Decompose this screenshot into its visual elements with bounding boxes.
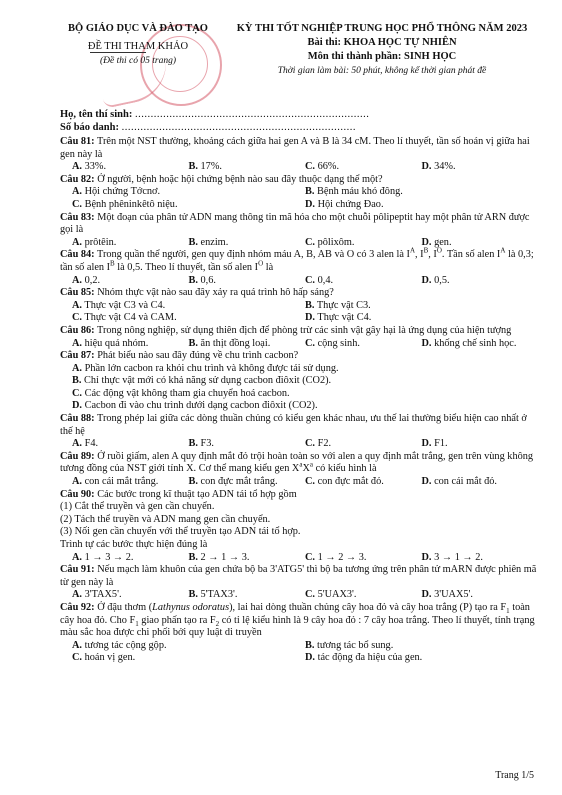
question-89: Câu 89: Ở ruồi giấm, alen A quy định mắt đỏ trội hoàn toàn so với alen a quy định mắt trắng, gen trên vùng không tương đồng của NST giới tính X. Cơ thể mang kiểu gen $X^aX^a$ có kiểu hình là (60, 450, 534, 475)
option-d[interactable]: D. tác động đa hiệu của gen. (305, 652, 423, 664)
option-a[interactable]: A. 0,2. (72, 274, 101, 286)
question-82: Câu 82: Ở người, bệnh hoặc hội chứng bệnh nào sau đây thuộc dạng thể một? (60, 173, 383, 185)
option-c[interactable]: C. Các động vật không tham gia chuyển hoá cacbon. (72, 387, 290, 399)
question-85: Câu 85: Nhóm thực vật nào sau đây xảy ra quá trình hô hấp sáng? (60, 287, 334, 299)
question-88: Câu 88: Trong phép lai giữa các dòng thuần chủng có kiểu gen khác nhau, ưu thế lai thường biểu hiện cao nhất ở thế hệ (60, 413, 527, 437)
option-b[interactable]: B. 17%. (188, 161, 222, 173)
option-a[interactable]: A. prôtêin. (72, 236, 117, 248)
option-c[interactable]: C. 5'UAX3'. (305, 589, 357, 601)
exam-title: KỲ THI TỐT NGHIỆP TRUNG HỌC PHỔ THÔNG NĂM 2023 (236, 23, 528, 34)
options-91 (60, 589, 538, 602)
questions (60, 136, 538, 665)
option-c[interactable]: C. Bệnh phêninkêtô niệu. (72, 198, 178, 210)
exam-type: ĐỀ THI THAM KHẢO (87, 41, 189, 52)
options-86 (60, 338, 538, 351)
option-b[interactable]: B. 5'TAX3'. (188, 589, 238, 601)
question-81: Câu 81: Trên một NST thường, khoảng cách giữa hai gen A và B là 34 cM. Theo lí thuyết, tần số hoán vị giữa hai gen này là (60, 136, 530, 160)
option-a[interactable]: A. 33%. (72, 161, 107, 173)
exam-subject: Bài thi: KHOA HỌC TỰ NHIÊN (307, 37, 457, 48)
question-90: Câu 90: Các bước trong kĩ thuật tạo ADN tái tổ hợp gồm (60, 488, 297, 500)
options-84 (60, 275, 538, 288)
option-b[interactable]: B. Bệnh máu khó đông. (305, 186, 403, 198)
option-c[interactable]: C. 66%. (305, 161, 340, 173)
option-a[interactable]: A. Thực vật C3 và C4. (72, 299, 166, 311)
exam-component: Môn thi thành phần: SINH HỌC (307, 51, 457, 62)
pages-note: (Đề thi có 05 trang) (100, 56, 176, 66)
option-d[interactable]: D. 0,5. (421, 274, 450, 286)
options-92 (60, 640, 538, 653)
option-d[interactable]: D. con cái mắt đỏ. (421, 476, 497, 488)
option-c[interactable]: C. 0,4. (305, 274, 334, 286)
option-b[interactable]: B. 2 → 1 → 3. (188, 551, 250, 563)
options-85 (60, 300, 538, 313)
option-c[interactable]: C. Thực vật C4 và CAM. (72, 312, 177, 324)
name-label: Họ, tên thí sinh: (60, 109, 133, 120)
options-81 (60, 161, 538, 174)
id-label: Số báo danh: (60, 122, 119, 133)
option-d[interactable]: D. F1. (421, 438, 448, 450)
options-83 (60, 237, 538, 250)
option-a[interactable]: A. con cái mắt trắng. (72, 476, 159, 488)
option-d[interactable]: D. Thực vật C4. (305, 312, 372, 324)
option-c[interactable]: C. cộng sinh. (305, 337, 360, 349)
header-right (232, 22, 532, 78)
question-87: Câu 87: Phát biểu nào sau đây đúng về chu trình cacbon? (60, 350, 299, 362)
option-b[interactable]: B. enzim. (188, 236, 229, 248)
options-90 (60, 552, 538, 565)
step-1: (1) Cắt thể truyền và gen cần chuyển. (60, 501, 215, 513)
option-a[interactable]: A. Hội chứng Tớcnơ. (72, 186, 161, 198)
option-d[interactable]: D. Hội chứng Đao. (305, 198, 384, 210)
name-dots: ........................................................................... (134, 109, 370, 120)
options-89 (60, 476, 538, 489)
candidate-info (60, 108, 369, 134)
option-d[interactable]: D. khống chế sinh học. (421, 337, 517, 349)
option-a[interactable]: A. F4. (72, 438, 99, 450)
order-prompt: Trình tự các bước thực hiện đúng là (60, 539, 208, 550)
ministry-name: BỘ GIÁO DỤC VÀ ĐÀO TẠO (68, 23, 208, 34)
option-d[interactable]: D. 3'UAX5'. (421, 589, 473, 601)
option-c[interactable]: C. 1 → 2 → 3. (305, 551, 367, 563)
question-91: Câu 91: Nếu mạch làm khuôn của gen chứa bộ ba 3'ATG5' thì bộ ba tương ứng trên phân tử mARN được phiên mã từ gen này là (60, 564, 537, 588)
option-a[interactable]: A. tương tác cộng gộp. (72, 639, 167, 651)
option-b[interactable]: B. F3. (188, 438, 214, 450)
step-2: (2) Tách thể truyền và ADN mang gen cần chuyển. (60, 513, 271, 525)
option-d[interactable]: D. gen. (421, 236, 452, 248)
question-86: Câu 86: Trong nông nghiệp, sử dụng thiên địch để phòng trừ các sinh vật gây hại là ứng dụng của hiện tượng (60, 324, 512, 336)
header-divider (90, 52, 146, 53)
page-number: Trang 1/5 (495, 770, 534, 781)
option-a[interactable]: A. Phần lớn cacbon ra khỏi chu trình và không được tái sử dụng. (72, 362, 339, 374)
option-b[interactable]: B. 0,6. (188, 274, 216, 286)
option-c[interactable]: C. con đực mắt đỏ. (305, 476, 384, 488)
option-c[interactable]: C. pôlixôm. (305, 236, 355, 248)
option-b[interactable]: B. Thực vật C3. (305, 299, 371, 311)
time-note: Thời gian làm bài: 50 phút, không kể thời gian phát đề (277, 66, 487, 76)
step-3: (3) Nối gen cần chuyển với thể truyền tạo ADN tái tổ hợp. (60, 526, 301, 538)
option-c[interactable]: C. F2. (305, 438, 332, 450)
option-b[interactable]: B. tương tác bổ sung. (305, 639, 394, 651)
option-b[interactable]: B. con đực mắt trắng. (188, 476, 278, 488)
option-d[interactable]: D. 3 → 1 → 2. (421, 551, 484, 563)
id-dots: ........................................................................... (121, 122, 356, 133)
option-d[interactable]: D. Cacbon đi vào chu trình dưới dạng cacbon điôxit (CO2). (72, 400, 318, 412)
option-a[interactable]: A. 1 → 3 → 2. (72, 551, 134, 563)
option-b[interactable]: B. Chỉ thực vật mới có khả năng sử dụng cacbon điôxit (CO2). (72, 375, 332, 387)
options-88 (60, 438, 538, 451)
option-d[interactable]: D. 34%. (421, 161, 456, 173)
header-left (58, 22, 218, 68)
option-c[interactable]: C. hoán vị gen. (72, 652, 136, 664)
option-a[interactable]: A. hiệu quả nhóm. (72, 337, 149, 349)
option-a[interactable]: A. 3'TAX5'. (72, 589, 122, 601)
question-92: Câu 92: Ở đậu thơm (Lathynus odoratus), lai hai dòng thuần chủng cây hoa đỏ và cây hoa trắng (P) tạo ra $F_1$ toàn cây hoa đỏ. Cho $F_1$ giao phấn tạo ra $F_2$ có tỉ lệ kiểu hình là 9 cây hoa đỏ : 7 cây hoa trắng. Theo lí thuyết, tính trạng màu sắc hoa được chi phối bởi quy luật di truyền (60, 601, 535, 639)
option-b[interactable]: B. ăn thịt đồng loại. (188, 337, 271, 349)
question-84: Câu 84: Trong quần thể người, gen quy định nhóm máu A, B, AB và O có 3 alen là $I^A$, $I^B$, $I^O$. Tần số alen $I^A$ là 0,3; tần số alen $I^B$ là 0,5. Theo lí thuyết, tần số alen $I^O$ là (60, 246, 534, 273)
question-83: Câu 83: Một đoạn của phân tử ADN mang thông tin mã hóa cho một chuỗi pôlipeptit hay một phân tử ARN được gọi là (60, 211, 530, 236)
options-82 (60, 186, 538, 199)
